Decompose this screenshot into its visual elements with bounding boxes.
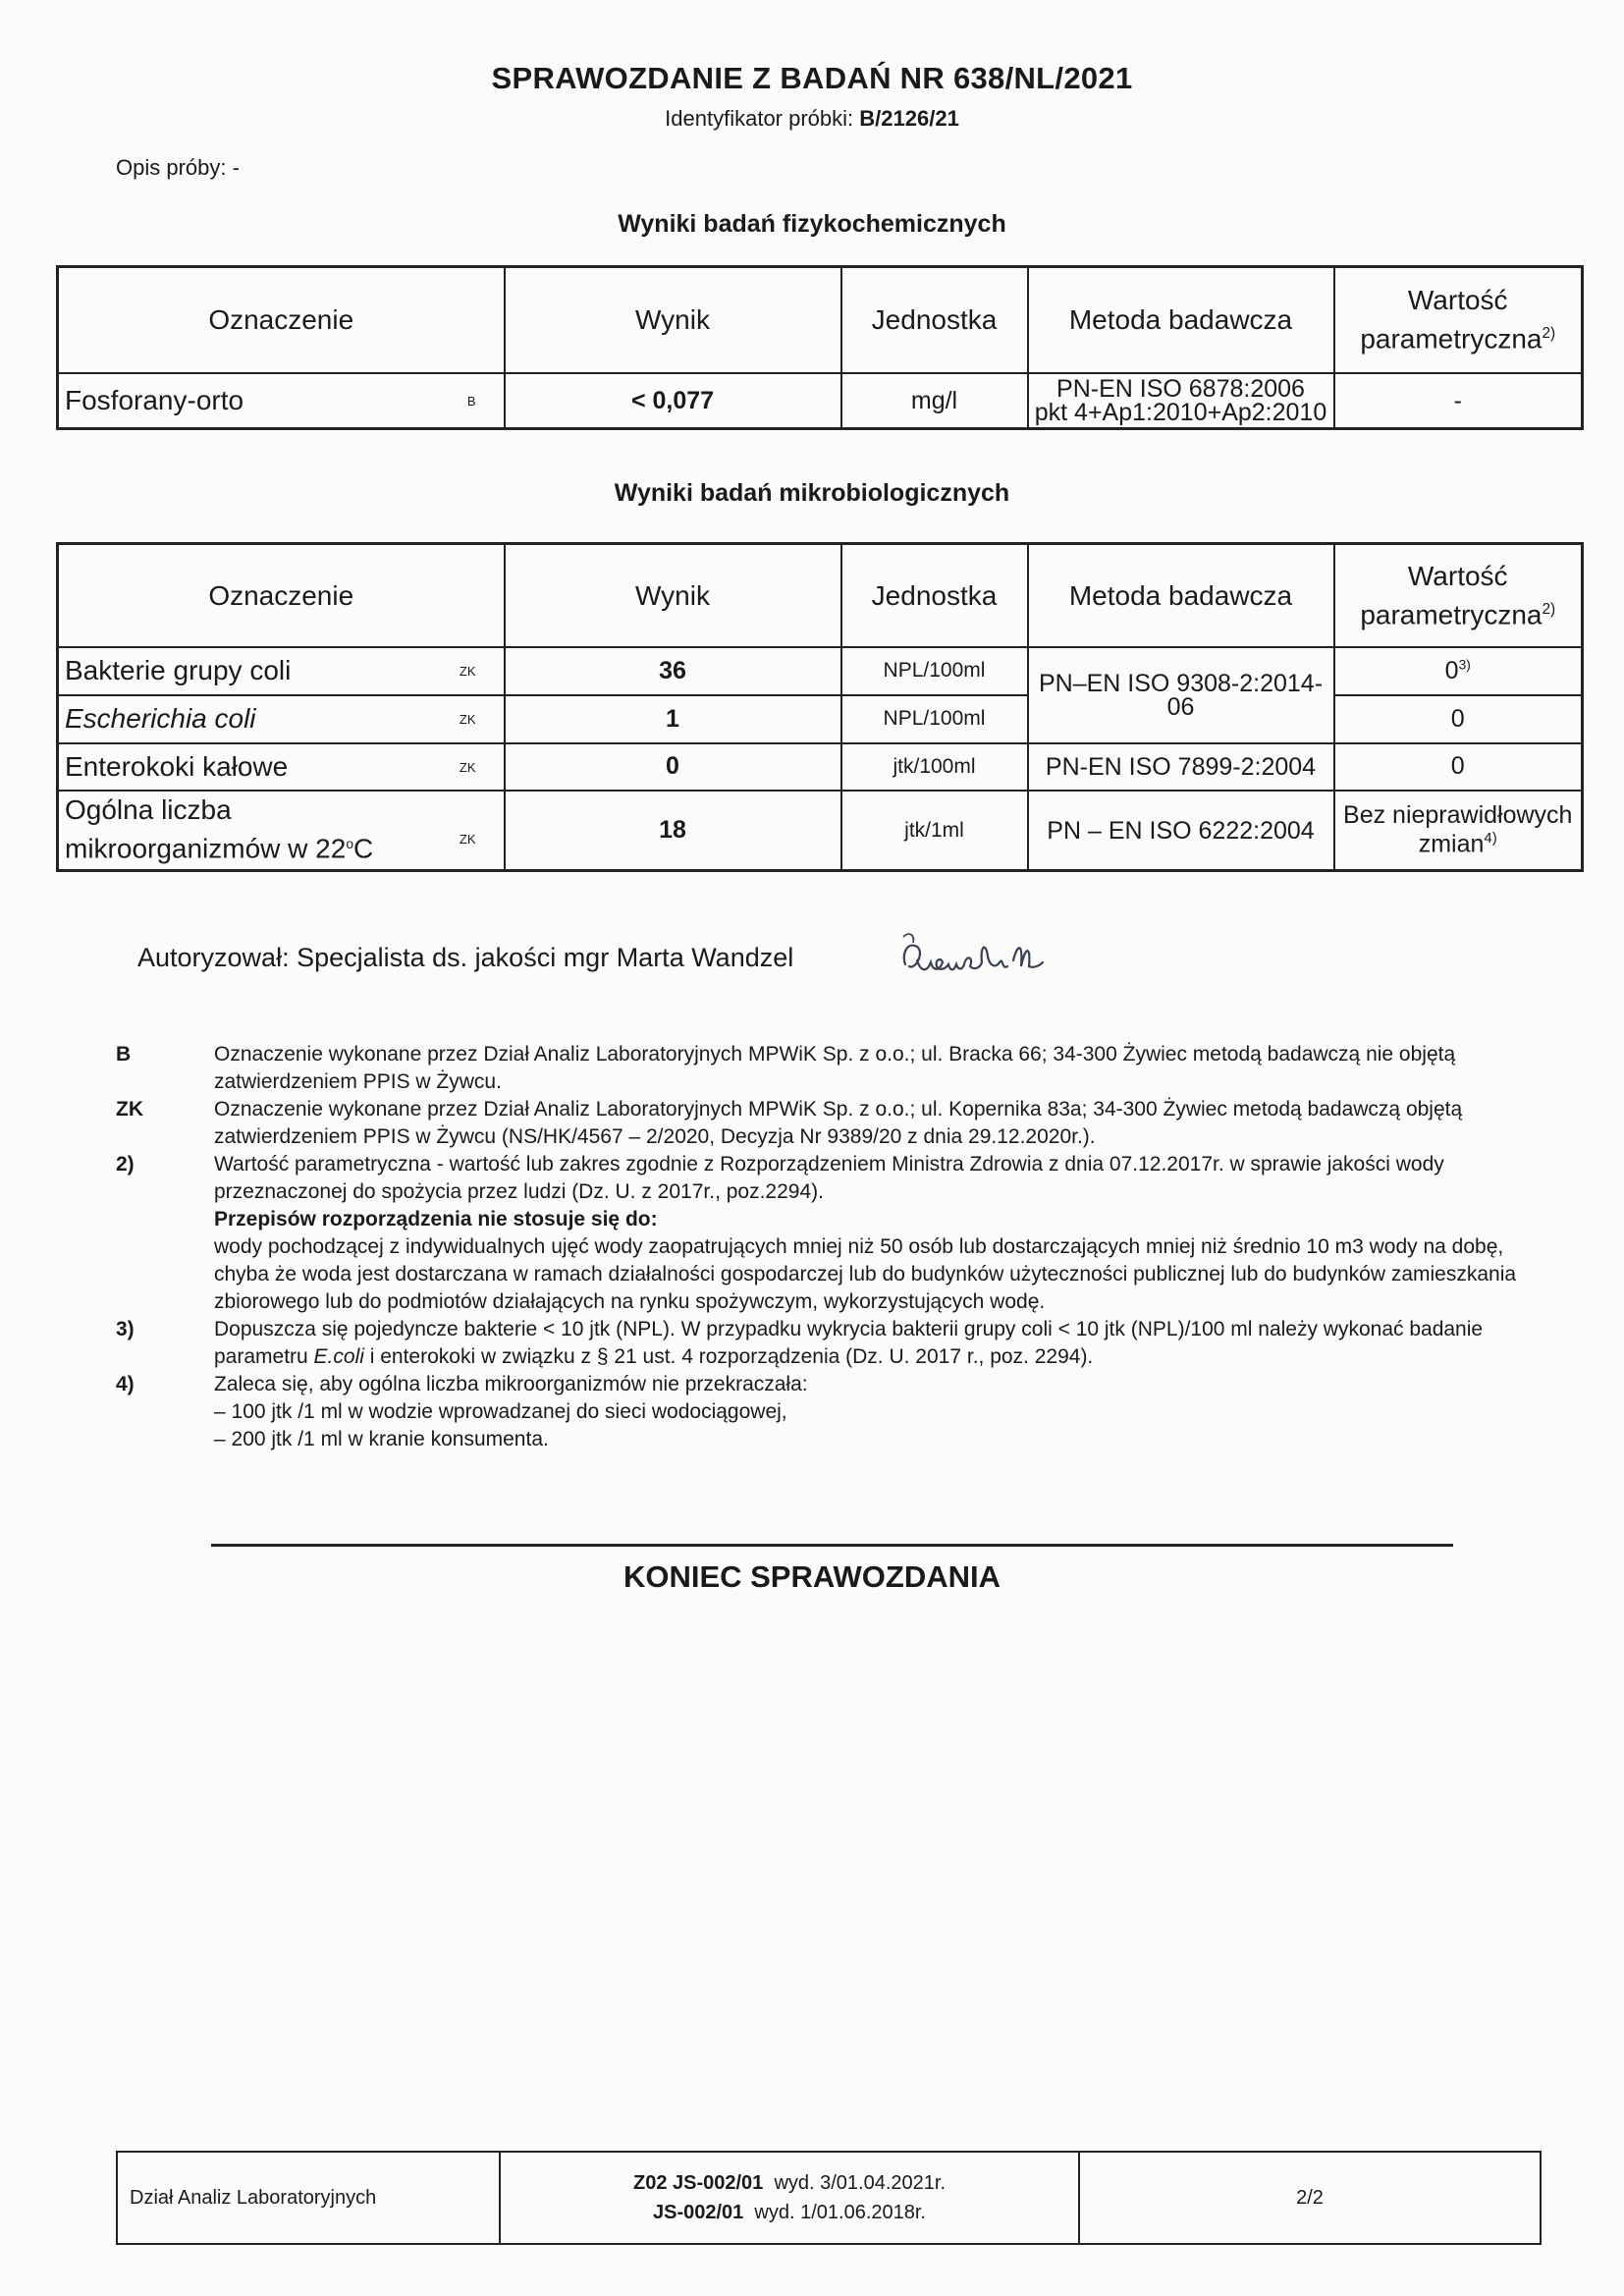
result-code: ZK xyxy=(459,759,476,775)
sample-id xyxy=(0,106,1624,132)
footnote-text: Oznaczenie wykonane przez Dział Analiz Laboratoryjnych MPWiK Sp. z o.o.; ul. Bracka 66; 34-300 Żywiec metodą badawczą nie objętą zatwierdzeniem PPIS w Żywcu. xyxy=(214,1043,1456,1093)
result-name: Escherichia coli xyxy=(65,703,256,735)
sample-id-value: B/2126/21 xyxy=(859,106,959,131)
footnote-mark: B xyxy=(116,1043,132,1066)
result-unit: NPL/100ml xyxy=(841,695,1028,743)
footnote-mark xyxy=(108,1206,214,1316)
result-name-cell xyxy=(58,695,505,743)
report-title: SPRAWOZDANIE Z BADAŃ NR 638/NL/2021 xyxy=(491,61,1133,95)
result-unit: NPL/100ml xyxy=(841,647,1028,695)
result-unit: jtk/100ml xyxy=(841,743,1028,792)
result-name-line1: Ogólna liczba xyxy=(65,794,232,826)
footnote xyxy=(108,1316,1561,1371)
footnote-bold-intro: Przepisów rozporządzenia nie stosuje się do: xyxy=(214,1208,658,1230)
footnote-text-a: Dopuszcza się pojedyncze bakterie < 10 jtk (NPL). W przypadku wykrycia bakterii grupy coli < 10 jtk (NPL)/100 ml należy wykonać badanie parametru xyxy=(214,1318,1484,1368)
result-name-cell xyxy=(58,791,505,870)
result-name-unit: C xyxy=(352,833,374,864)
result-method-line1: PN-EN ISO 6878:2006 xyxy=(1056,375,1305,404)
result-unit: jtk/1ml xyxy=(841,791,1028,870)
col-header-param-line2: parametryczna xyxy=(1360,323,1543,355)
footnote xyxy=(108,1096,1561,1151)
col-header-result: Wynik xyxy=(505,544,841,648)
footnote-mark: 3) xyxy=(116,1318,135,1340)
col-header-name: Oznaczenie xyxy=(58,267,505,374)
col-header-param-line1: Wartość xyxy=(1407,285,1508,316)
result-name-cell xyxy=(58,743,505,792)
physchem-header-row xyxy=(58,267,1583,374)
result-method: PN – EN ISO 6222:2004 xyxy=(1028,791,1334,870)
micro-table xyxy=(56,542,1584,872)
result-name-line2: mikroorganizmów w 22 xyxy=(65,833,347,864)
col-header-param-note: 2) xyxy=(1542,600,1556,618)
result-name: Fosforany-orto xyxy=(65,385,244,416)
micro-heading: Wyniki badań mikrobiologicznych xyxy=(614,479,1010,507)
result-value: 36 xyxy=(505,647,841,695)
col-header-param xyxy=(1334,267,1583,374)
end-of-report: KONIEC SPRAWOZDANIA xyxy=(623,1559,1001,1594)
table-row xyxy=(58,743,1583,792)
col-header-param-line2: parametryczna xyxy=(1360,599,1543,630)
col-header-method: Metoda badawcza xyxy=(1028,267,1334,374)
footer-doc1-edition: wyd. 3/01.04.2021r. xyxy=(774,2172,947,2194)
result-param-value: Bez nieprawidłowych zmian xyxy=(1343,801,1573,858)
footnote-text xyxy=(214,1316,1561,1371)
result-value: 0 xyxy=(505,743,841,792)
result-name: Bakterie grupy coli xyxy=(65,655,292,686)
authorization-line: Autoryzował: Specjalista ds. jakości mgr Marta Wandzel xyxy=(137,943,794,972)
result-param: 0 xyxy=(1334,695,1583,743)
footer-doc1-code: Z02 JS-002/01 xyxy=(632,2172,764,2194)
footnote-text: Wartość parametryczna - wartość lub zakres zgodnie z Rozporządzeniem Ministra Zdrowia z dnia 07.12.2017r. w sprawie jakości wody przeznaczonej do spożycia przez ludzi (Dz. U. z 2017r., poz.2294). xyxy=(214,1153,1444,1203)
col-header-result: Wynik xyxy=(505,267,841,374)
footer-doc-versions xyxy=(500,2152,1079,2244)
footnote xyxy=(108,1206,1561,1316)
result-code: B xyxy=(466,394,476,410)
footer-row xyxy=(117,2152,1541,2244)
footnote-body: Zaleca się, aby ogólna liczba mikroorganizmów nie przekraczała: xyxy=(214,1373,808,1395)
physchem-table xyxy=(56,265,1584,430)
result-code: ZK xyxy=(459,832,476,847)
footnote xyxy=(108,1151,1561,1206)
result-method: PN-EN ISO 7899-2:2004 xyxy=(1028,743,1334,792)
footnote-text-italic: E.coli xyxy=(313,1345,364,1368)
footnote-body: wody pochodzącej z indywidualnych ujęć wody zaopatrujących mniej niż 50 osób lub dostarczających mniej niż średnio 10 m3 wody na dobę, chyba że woda jest dostarczana w ramach działalności gospodarczej lub do budynków użyteczności publicznej lub do budynków zamieszkania zbiorowego lub do podmiotów działających na rynku spożywczym, wykorzystujących wodę. xyxy=(214,1235,1517,1313)
result-param: 0 xyxy=(1334,743,1583,792)
result-name-cell xyxy=(58,647,505,695)
result-param: - xyxy=(1334,373,1583,428)
footer-page-number: 2/2 xyxy=(1079,2152,1541,2244)
result-method-shared: PN–EN ISO 9308-2:2014-06 xyxy=(1028,647,1334,742)
footer-department: Dział Analiz Laboratoryjnych xyxy=(117,2152,500,2244)
result-method-line2: pkt 4+Ap1:2010+Ap2:2010 xyxy=(1034,399,1327,427)
result-value: < 0,077 xyxy=(505,373,841,428)
sample-description: Opis próby: - xyxy=(116,155,240,180)
result-code: ZK xyxy=(459,711,476,727)
footnote-text xyxy=(214,1206,1561,1316)
table-row xyxy=(58,695,1583,743)
footnotes xyxy=(108,1041,1561,1453)
result-param-note: 3) xyxy=(1458,657,1471,673)
footer-doc2-code: JS-002/01 xyxy=(653,2202,744,2223)
footnote-text-b: i enterokoki w związku z § 21 ust. 4 rozporządzenia (Dz. U. 2017 r., poz. 2294). xyxy=(363,1345,1094,1368)
footnote-mark: 2) xyxy=(116,1153,135,1175)
col-header-unit: Jednostka xyxy=(841,267,1028,374)
result-value: 1 xyxy=(505,695,841,743)
col-header-method: Metoda badawcza xyxy=(1028,544,1334,648)
degree-sign: o xyxy=(346,837,353,852)
result-name-cell xyxy=(58,373,505,428)
result-method xyxy=(1028,373,1334,428)
table-row xyxy=(58,791,1583,870)
col-header-param xyxy=(1334,544,1583,648)
result-param xyxy=(1334,647,1583,695)
col-header-param-note: 2) xyxy=(1542,325,1556,343)
col-header-name: Oznaczenie xyxy=(58,544,505,648)
footnote xyxy=(108,1041,1561,1096)
result-unit: mg/l xyxy=(841,373,1028,428)
footer-doc2-edition: wyd. 1/01.06.2018r. xyxy=(754,2202,926,2223)
col-header-param-line1: Wartość xyxy=(1407,560,1508,591)
footer-table xyxy=(116,2151,1542,2245)
footnote-text: Oznaczenie wykonane przez Dział Analiz Laboratoryjnych MPWiK Sp. z o.o.; ul. Kopernika 83a; 34-300 Żywiec metodą badawczą objętą zatwierdzeniem PPIS w Żywcu (NS/HK/4567 – 2/2020, Decyzja Nr 9389/20 z dnia 29.12.2020r.). xyxy=(214,1098,1463,1148)
sample-id-label: Identyfikator próbki: xyxy=(665,106,854,131)
col-header-unit: Jednostka xyxy=(841,544,1028,648)
footnote-text xyxy=(214,1371,1561,1453)
end-divider xyxy=(211,1544,1453,1547)
footnote-item: – 100 jtk /1 ml w wodzie wprowadzanej do sieci wodociągowej, xyxy=(214,1400,787,1423)
result-param xyxy=(1334,791,1583,870)
result-param-note: 4) xyxy=(1484,830,1497,847)
footnote xyxy=(108,1371,1561,1453)
micro-header-row xyxy=(58,544,1583,648)
table-row xyxy=(58,647,1583,695)
footnote-item: – 200 jtk /1 ml w kranie konsumenta. xyxy=(214,1428,549,1450)
footnote-mark: ZK xyxy=(116,1098,143,1121)
footnote-mark: 4) xyxy=(116,1373,135,1395)
result-param-value: 0 xyxy=(1444,656,1459,684)
physchem-heading: Wyniki badań fizykochemicznych xyxy=(618,210,1006,238)
table-row xyxy=(58,373,1583,428)
result-name: Enterokoki kałowe xyxy=(65,750,289,782)
handwritten-signature xyxy=(895,927,1072,996)
result-code: ZK xyxy=(459,664,476,680)
result-value: 18 xyxy=(505,791,841,870)
